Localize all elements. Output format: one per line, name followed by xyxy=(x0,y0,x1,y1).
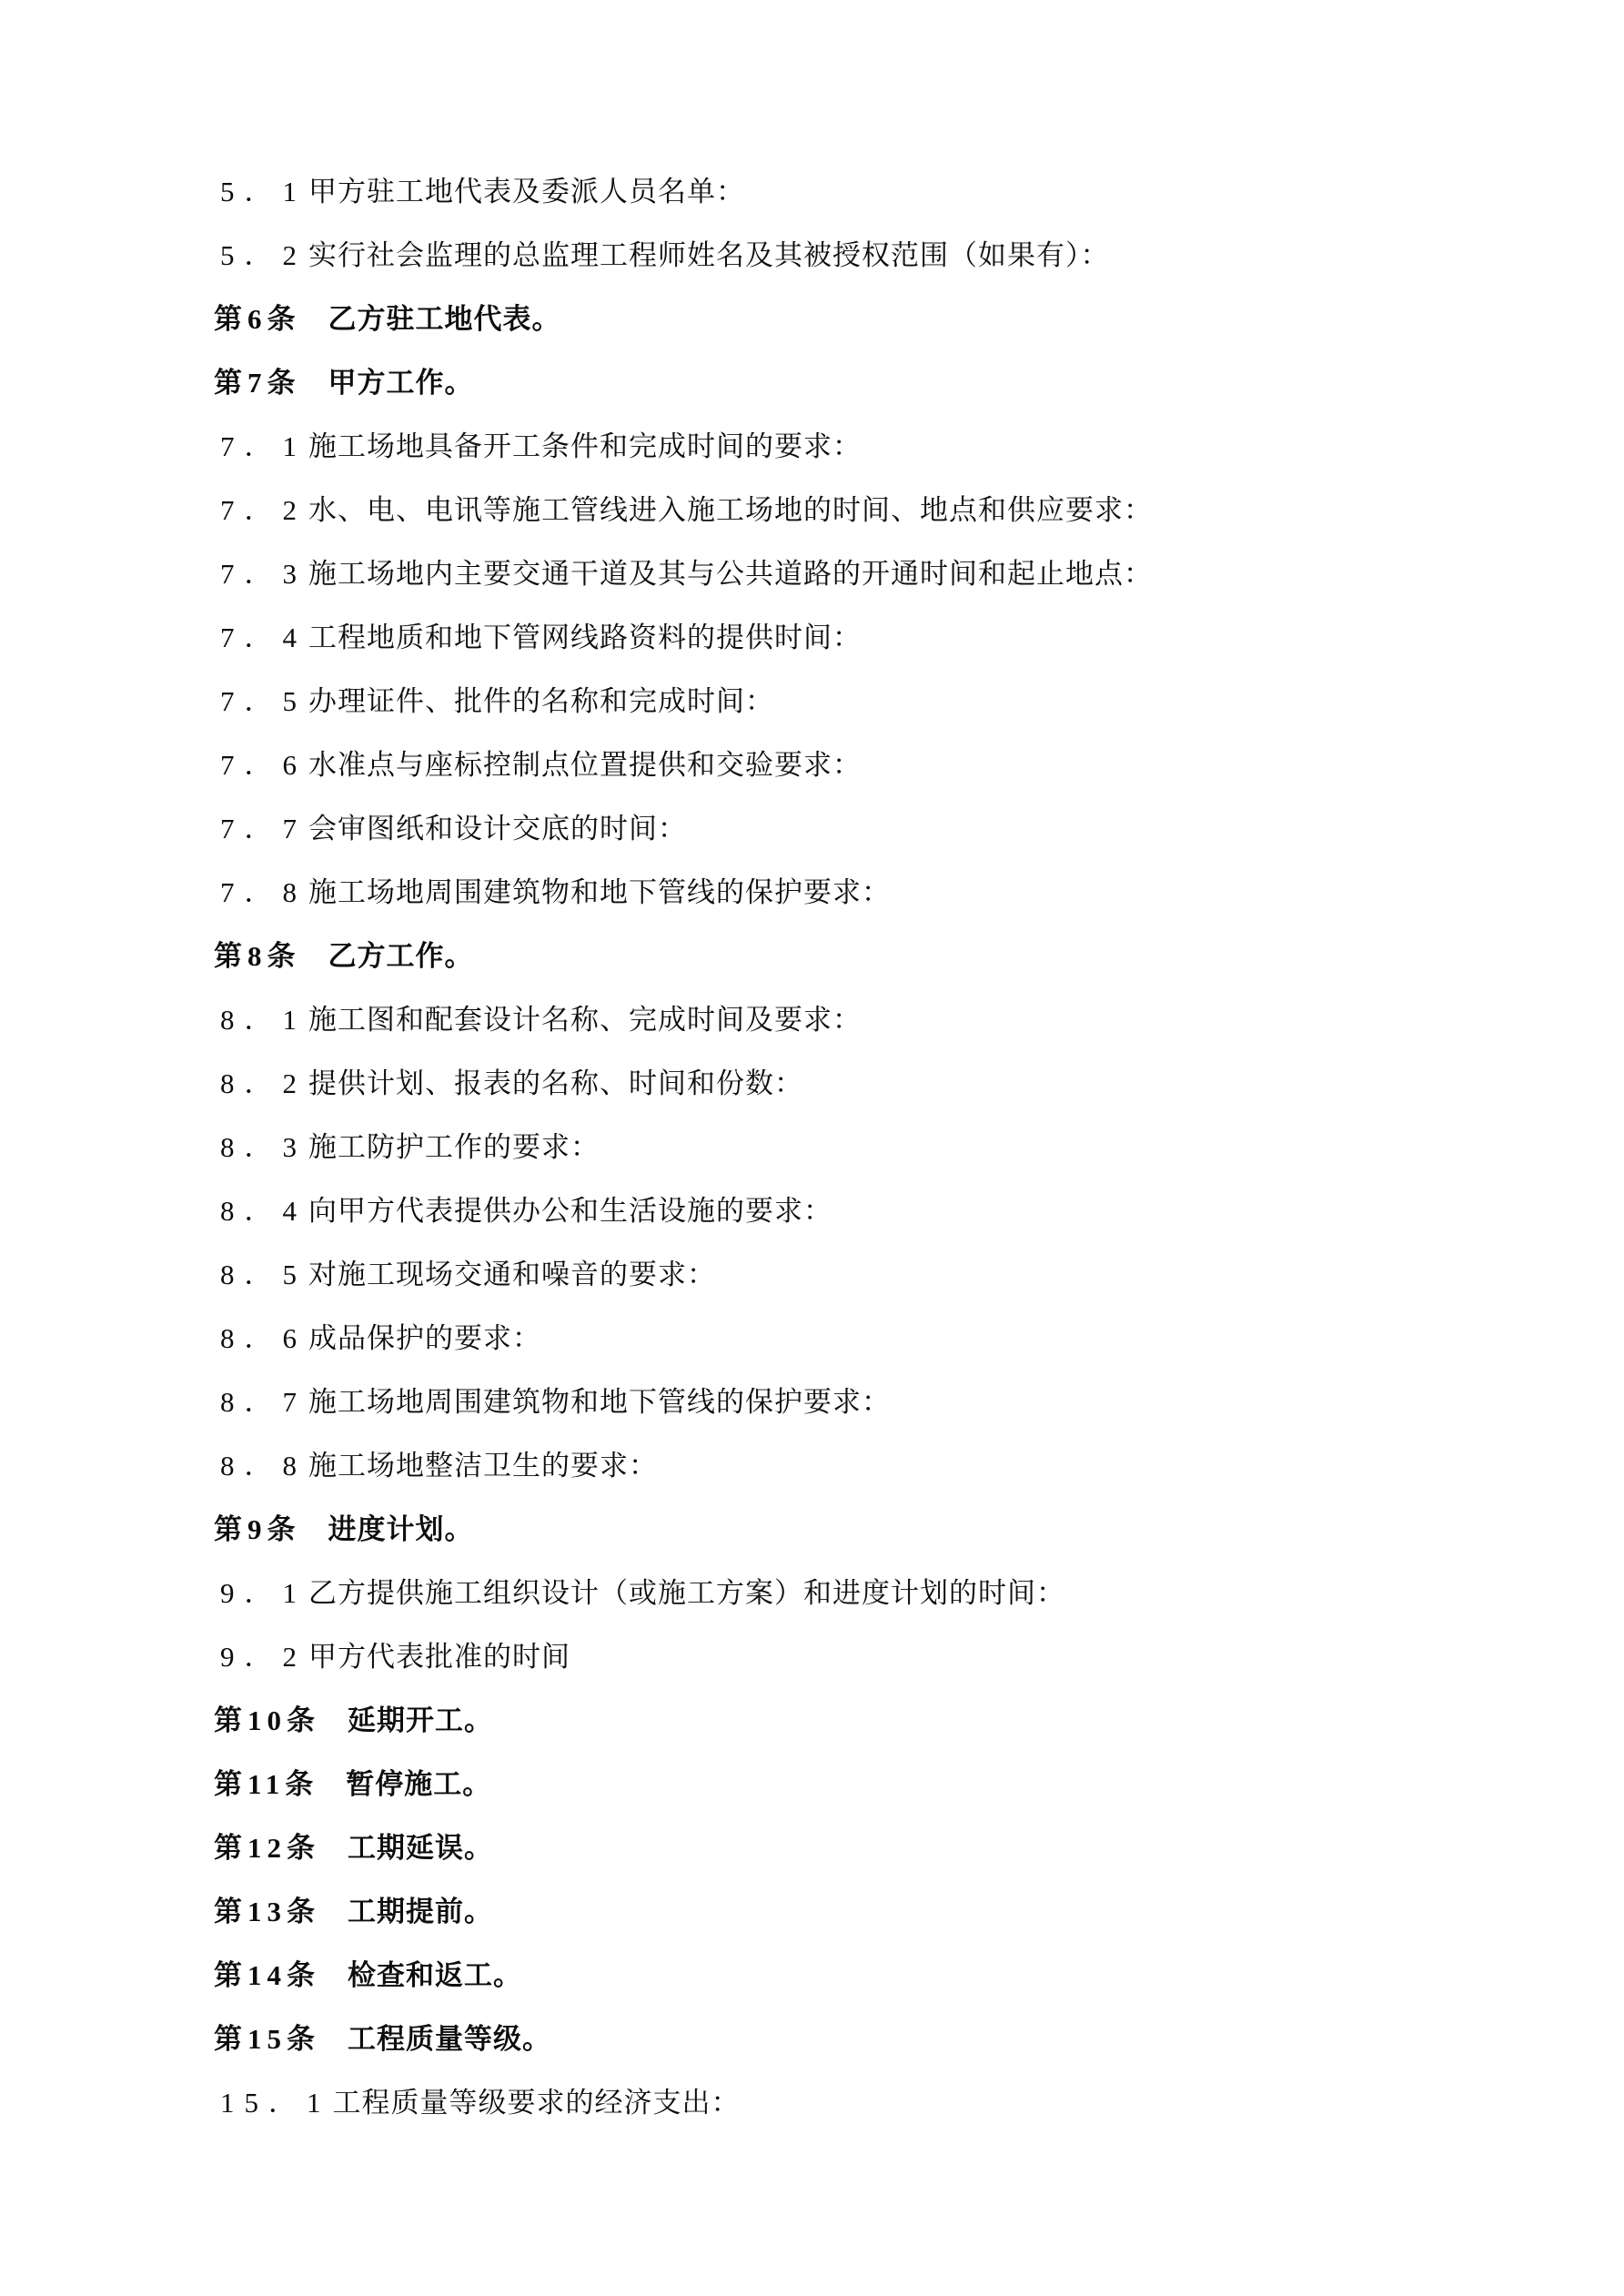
clause-number: 第7条 xyxy=(214,367,301,399)
clause-subitem-text: 施工场地内主要交通干道及其与公共道路的开通时间和起止地点： xyxy=(308,558,1153,590)
clause-title: 乙方工作。 xyxy=(328,940,474,972)
clause-subitem-row xyxy=(214,1562,1460,1625)
clause-subitem-text: 实行社会监理的总监理工程师姓名及其被授权范围（如果有）： xyxy=(308,239,1110,271)
clause-title: 乙方驻工地代表。 xyxy=(328,303,561,335)
clause-subitem-text: 提供计划、报表的名称、时间和份数： xyxy=(308,1067,803,1099)
clause-subitem-row xyxy=(214,988,1460,1052)
clause-subitem-text: 施工图和配套设计名称、完成时间及要求： xyxy=(308,1004,862,1036)
clause-heading-row xyxy=(214,2008,1460,2071)
clause-heading-row xyxy=(214,1498,1460,1562)
clause-subitem-text: 会审图纸和设计交底的时间： xyxy=(308,813,687,845)
clause-subitem-row xyxy=(214,861,1460,925)
clause-number: 8．5 xyxy=(220,1259,307,1290)
clause-subitem-row xyxy=(214,1371,1460,1434)
clause-title: 进度计划。 xyxy=(328,1513,474,1545)
clause-subitem-row xyxy=(214,224,1460,288)
clause-number: 9．2 xyxy=(220,1641,307,1673)
clause-number: 7．7 xyxy=(220,813,307,845)
clause-title: 工程质量等级。 xyxy=(348,2023,551,2055)
clause-subitem-row xyxy=(214,1625,1460,1689)
clause-subitem-row xyxy=(214,1307,1460,1371)
clause-title: 延期开工。 xyxy=(348,1704,493,1736)
clause-subitem-text: 水准点与座标控制点位置提供和交验要求： xyxy=(308,749,862,781)
clause-subitem-row xyxy=(214,479,1460,542)
clause-number: 8．6 xyxy=(220,1322,307,1354)
clause-heading-row xyxy=(214,1816,1460,1880)
clause-number: 15．1 xyxy=(220,2087,331,2119)
clause-title: 工期提前。 xyxy=(348,1896,493,1927)
clause-subitem-row xyxy=(214,1243,1460,1307)
clause-number: 7．2 xyxy=(220,494,307,526)
clause-subitem-row xyxy=(214,1052,1460,1116)
clause-number: 8．1 xyxy=(220,1004,307,1036)
clause-heading-row xyxy=(214,1944,1460,2008)
clause-number: 7．3 xyxy=(220,558,307,590)
clause-subitem-row xyxy=(214,733,1460,797)
clause-number: 5．1 xyxy=(220,176,307,207)
clause-number: 第8条 xyxy=(214,940,301,972)
clause-subitem-text: 甲方驻工地代表及委派人员名单： xyxy=(308,176,745,207)
clause-number: 8．3 xyxy=(220,1131,307,1163)
clause-heading-row xyxy=(214,1753,1460,1816)
clause-subitem-text: 办理证件、批件的名称和完成时间： xyxy=(308,685,774,717)
clause-number: 7．1 xyxy=(220,430,307,462)
clause-subitem-text: 工程地质和地下管网线路资料的提供时间： xyxy=(308,622,862,653)
clause-number: 第14条 xyxy=(214,1959,320,1991)
clause-subitem-text: 施工场地整洁卫生的要求： xyxy=(308,1450,658,1482)
clause-number: 8．8 xyxy=(220,1450,307,1482)
clause-number: 第15条 xyxy=(214,2023,320,2055)
clause-number: 第12条 xyxy=(214,1832,320,1864)
clause-number: 7．4 xyxy=(220,622,307,653)
clause-number: 8．4 xyxy=(220,1195,307,1227)
clause-heading-row xyxy=(214,1689,1460,1753)
clause-number: 7．6 xyxy=(220,749,307,781)
clause-subitem-text: 施工场地周围建筑物和地下管线的保护要求： xyxy=(308,1386,891,1418)
clause-title: 暂停施工。 xyxy=(346,1768,492,1800)
clause-number: 第6条 xyxy=(214,303,301,335)
clause-number: 8．7 xyxy=(220,1386,307,1418)
clause-subitem-text: 水、电、电讯等施工管线进入施工场地的时间、地点和供应要求： xyxy=(308,494,1153,526)
clause-subitem-text: 向甲方代表提供办公和生活设施的要求： xyxy=(308,1195,832,1227)
clause-subitem-text: 对施工现场交通和噪音的要求： xyxy=(308,1259,716,1290)
clause-heading-row xyxy=(214,925,1460,988)
clause-subitem-row xyxy=(214,1179,1460,1243)
clause-title: 检查和返工。 xyxy=(348,1959,522,1991)
document-body xyxy=(214,160,1460,2135)
clause-number: 第10条 xyxy=(214,1704,320,1736)
clause-heading-row xyxy=(214,351,1460,415)
clause-subitem-text: 成品保护的要求： xyxy=(308,1322,541,1354)
clause-number: 7．5 xyxy=(220,685,307,717)
clause-number: 7．8 xyxy=(220,876,307,908)
clause-heading-row xyxy=(214,288,1460,351)
clause-number: 第13条 xyxy=(214,1896,320,1927)
clause-number: 9．1 xyxy=(220,1577,307,1609)
clause-subitem-row xyxy=(214,606,1460,670)
clause-subitem-row xyxy=(214,1116,1460,1179)
clause-subitem-row xyxy=(214,797,1460,861)
clause-number: 第9条 xyxy=(214,1513,301,1545)
clause-subitem-text: 施工防护工作的要求： xyxy=(308,1131,600,1163)
clause-subitem-text: 工程质量等级要求的经济支出： xyxy=(332,2087,741,2119)
clause-title: 甲方工作。 xyxy=(328,367,474,399)
clause-subitem-row xyxy=(214,415,1460,479)
clause-number: 5．2 xyxy=(220,239,307,271)
clause-title: 工期延误。 xyxy=(348,1832,493,1864)
clause-number: 8．2 xyxy=(220,1067,307,1099)
clause-subitem-row xyxy=(214,160,1460,224)
clause-subitem-text: 乙方提供施工组织设计（或施工方案）和进度计划的时间： xyxy=(308,1577,1065,1609)
clause-subitem-row xyxy=(214,1434,1460,1498)
clause-subitem-text: 施工场地具备开工条件和完成时间的要求： xyxy=(308,430,862,462)
clause-subitem-text: 甲方代表批准的时间 xyxy=(308,1641,570,1673)
clause-subitem-row xyxy=(214,2071,1460,2135)
clause-subitem-text: 施工场地周围建筑物和地下管线的保护要求： xyxy=(308,876,891,908)
clause-subitem-row xyxy=(214,670,1460,733)
clause-subitem-row xyxy=(214,542,1460,606)
clause-heading-row xyxy=(214,1880,1460,1944)
clause-number: 第11条 xyxy=(214,1768,319,1800)
